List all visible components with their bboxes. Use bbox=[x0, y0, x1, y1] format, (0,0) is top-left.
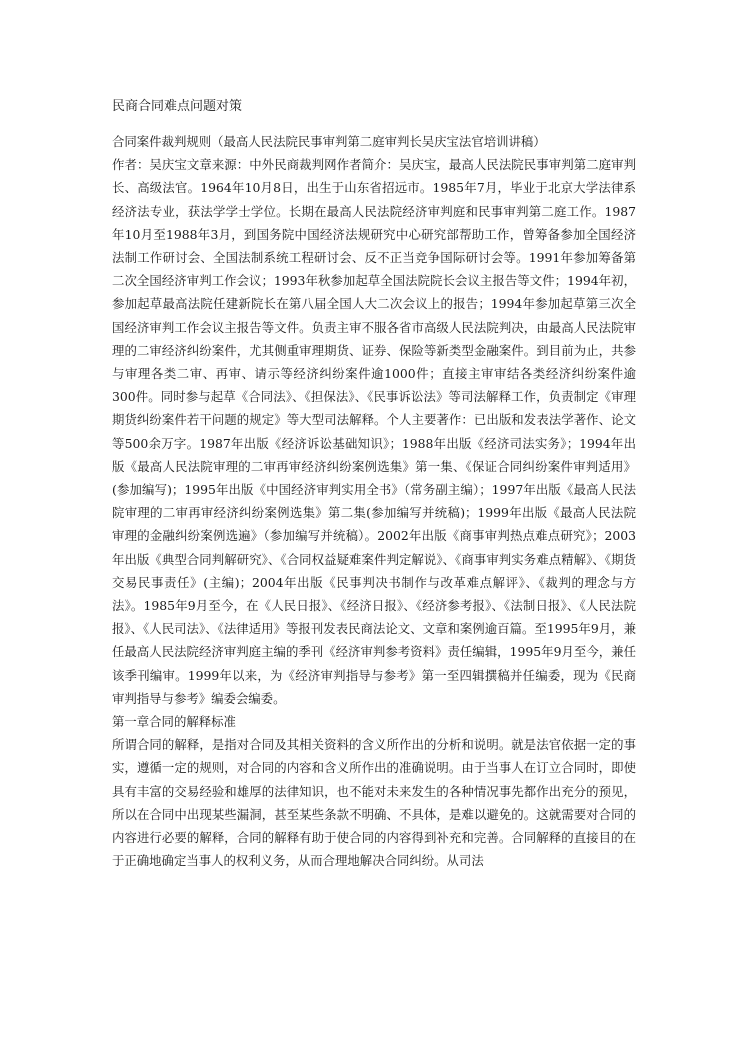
chapter-heading: 第一章合同的解释标准 bbox=[112, 714, 236, 730]
document-subtitle: 合同案件裁判规则（最高人民法院民事审判第二庭审判长吴庆宝法官培训讲稿） bbox=[112, 134, 546, 149]
document-body bbox=[112, 130, 636, 873]
author-bio-paragraph: 作者：吴庆宝文章来源：中外民商裁判网作者简介：吴庆宝，最高人民法院民事审判第二庭审判长、高级法官。1964年10月8日，出生于山东省招远市。1985年7月，毕业于北京大学法律系经济法专业，获法学学士学位。长期在最高人民法院经济审判庭和民事审判第二庭工作。1987年10月至1988年3月，到国务院中国经济法规研究中心研究部帮助工作，曾筹备参加全国经济法制工作研讨会、全国法制系统工程研讨会、反不正当竞争国际研讨会等。1991年参加筹备第二次全国经济审判工作会议；1993年秋参加起草全国法院院长会议主报告等文件；1994年初，参加起草最高法院任建新院长在第八届全国人大二次会议上的报告；1994年参加起草第三次全国经济审判工作会议主报告等文件。负责主审不服各省市高级人民法院判决，由最高人民法院审理的二审经济纠纷案件，尤其侧重审理期货、证券、保险等新类型金融案件。到目前为止，共参与审理各类二审、再审、请示等经济纠纷案件逾1000件；直接主审审结各类经济纠纷案件逾300件。同时参与起草《合同法》、《担保法》、《民事诉讼法》等司法解释工作，负责制定《审理期货纠纷案件若干问题的规定》等大型司法解释。个人主要著作：已出版和发表法学著作、论文等500余万字。1987年出版《经济诉讼基础知识》；1988年出版《经济司法实务》；1994年出版《最高人民法院审理的二审再审经济纠纷案例选集》第一集、《保证合同纠纷案件审判适用》(参加编写)；1995年出版《中国经济审判实用全书》（常务副主编）；1997年出版《最高人民法院审理的二审再审经济纠纷案例选集》第二集(参加编写并统稿)；1999年出版《最高人民法院审理的金融纠纷案例选遍》（参加编写并统稿）。2002年出版《商事审判热点难点研究》；2003年出版《典型合同判解研究》、《合同权益疑难案件判定解说》、《商事审判实务难点精解》、《期货交易民事责任》(主编)；2004年出版《民事判决书制作与改革难点解评》、《裁判的理念与方法》。1985年9月至今，在《人民日报》、《经济日报》、《经济参考报》、《法制日报》、《人民法院报》、《人民司法》、《法律适用》等报刊发表民商法论文、文章和案例逾百篇。至1995年9月，兼任最高人民法院经济审判庭主编的季刊《经济审判参考资料》责任编辑，1995年9月至今，兼任该季刊编审。1999年以来，为《经济审判指导与参考》第一至四辑撰稿并任编委，现为《民商审判指导与参考》编委会编委。 bbox=[112, 157, 636, 706]
body-paragraph: 所谓合同的解释，是指对合同及其相关资料的含义所作出的分析和说明。就是法官依据一定的事实，遵循一定的规则，对合同的内容和含义所作出的准确说明。由于当事人在订立合同时，即使具有丰富的交易经验和雄厚的法律知识，也不能对未来发生的各种情况事先都作出充分的预见，所以在合同中出现某些漏洞，甚至某些条款不明确、不具体，是难以避免的。这就需要对合同的内容进行必要的解释，合同的解释有助于使合同的内容得到补充和完善。合同解释的直接目的在于正确地确定当事人的权利义务，从而合理地解决合同纠纷。从司法 bbox=[112, 737, 636, 869]
document-title: 民商合同难点问题对策 bbox=[112, 99, 243, 114]
